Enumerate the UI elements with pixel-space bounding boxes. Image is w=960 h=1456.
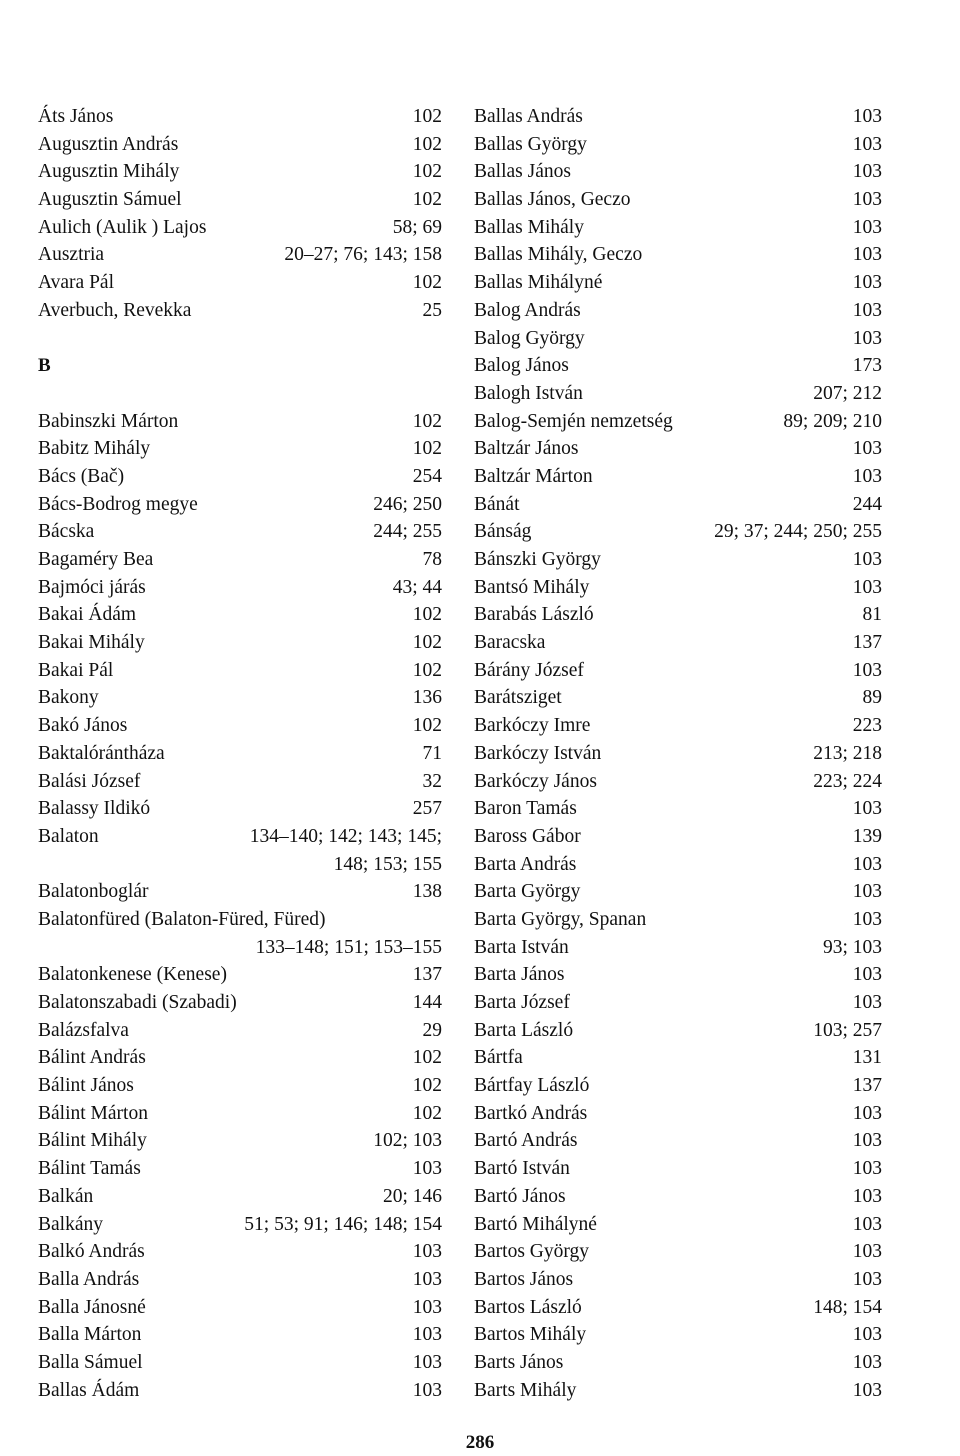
entry-pages: 136 — [412, 687, 442, 709]
entry-pages: 254 — [412, 465, 442, 487]
entry-pages: 20; 146 — [382, 1185, 442, 1207]
entry-name: Baltzár János — [474, 438, 579, 460]
entry-name: Ballas János, Geczo — [474, 189, 631, 211]
index-entry — [474, 1183, 882, 1211]
entry-name: Balatonboglár — [38, 881, 149, 903]
index-entry — [474, 352, 882, 380]
entry-name: Barta József — [474, 992, 570, 1013]
entry-pages: 102 — [412, 133, 442, 155]
index-entry — [38, 823, 442, 851]
entry-pages: 103 — [852, 189, 882, 211]
entry-pages: 103 — [852, 465, 882, 487]
index-entry — [38, 297, 442, 325]
entry-pages: 29 — [422, 1019, 442, 1041]
entry-name: Balogh István — [474, 382, 583, 404]
entry-pages: 257 — [412, 798, 442, 820]
entry-name: Barátsziget — [474, 687, 562, 709]
entry-name: Barta János — [474, 964, 565, 986]
entry-name: Bakony — [38, 687, 99, 709]
entry-name: Bagaméry Bea — [38, 549, 154, 570]
index-entry — [38, 1072, 442, 1100]
index-entry — [474, 214, 882, 242]
entry-pages: 102 — [412, 438, 442, 460]
entry-name: Augusztin András — [38, 133, 179, 155]
entry-name: Balla Márton — [38, 1324, 142, 1346]
entry-pages: 102 — [412, 272, 442, 294]
entry-name: Áts János — [38, 106, 114, 127]
index-entry — [38, 934, 442, 962]
index-entry — [474, 1238, 882, 1266]
entry-pages: 103 — [852, 1102, 882, 1124]
index-entry — [474, 1211, 882, 1239]
index-entry — [474, 435, 882, 463]
index-entry — [38, 1100, 442, 1128]
entry-pages: 103 — [852, 798, 882, 820]
entry-pages: 103 — [412, 1379, 442, 1401]
index-entry — [474, 740, 882, 768]
entry-pages: 93; 103 — [822, 936, 882, 958]
entry-name: Baltzár Márton — [474, 465, 593, 487]
entry-name: Balázsfalva — [38, 1019, 129, 1041]
entry-pages: 103 — [852, 1379, 882, 1401]
entry-name: Augusztin Sámuel — [38, 189, 182, 211]
index-entry — [38, 158, 442, 186]
entry-pages: 103 — [852, 1324, 882, 1346]
entry-name: Avara Pál — [38, 272, 114, 294]
index-entry — [38, 878, 442, 906]
entry-name: Ballas János — [474, 161, 571, 183]
index-column-left — [38, 103, 442, 1404]
entry-name: Bálint Mihály — [38, 1130, 147, 1152]
entry-pages: 103 — [852, 964, 882, 986]
index-entry — [474, 103, 882, 131]
entry-pages: 20–27; 76; 143; 158 — [284, 244, 442, 266]
entry-name: Bartos László — [474, 1296, 582, 1318]
entry-pages: 102 — [412, 1047, 442, 1069]
index-entry — [38, 186, 442, 214]
index-entry — [474, 546, 882, 574]
entry-name: Bakai Pál — [38, 659, 114, 681]
index-entry — [38, 1155, 442, 1183]
entry-name: Bakai Mihály — [38, 632, 145, 654]
entry-pages: 144 — [412, 992, 442, 1013]
entry-name: Bakó János — [38, 715, 128, 737]
entry-name: Bartos János — [474, 1268, 574, 1290]
index-entry — [38, 518, 442, 546]
entry-pages: 103 — [412, 1268, 442, 1290]
index-entry — [38, 325, 442, 353]
index-entry — [38, 740, 442, 768]
index-entry — [474, 1100, 882, 1128]
entry-name: Barts János — [474, 1351, 564, 1373]
entry-name: Bantsó Mihály — [474, 576, 590, 598]
index-entry — [38, 629, 442, 657]
entry-name: Ballas András — [474, 106, 583, 127]
entry-pages: 102 — [412, 1102, 442, 1124]
index-entry — [38, 768, 442, 796]
entry-name: Bajmóci járás — [38, 576, 146, 598]
entry-pages: 103 — [852, 1185, 882, 1207]
index-entry — [474, 906, 882, 934]
entry-pages: 173 — [852, 355, 882, 377]
entry-pages: 78 — [422, 549, 442, 570]
entry-name: Bács (Bač) — [38, 465, 125, 487]
entry-pages: 103 — [852, 659, 882, 681]
entry-pages: 102 — [412, 659, 442, 681]
index-entry — [38, 1238, 442, 1266]
entry-name: Balog András — [474, 299, 581, 321]
index-entry — [474, 795, 882, 823]
index-entry — [38, 684, 442, 712]
entry-pages: 103 — [412, 1241, 442, 1263]
entry-pages: 103 — [852, 992, 882, 1013]
index-entry — [474, 823, 882, 851]
entry-name: Balla Jánosné — [38, 1296, 146, 1318]
index-entry — [474, 1321, 882, 1349]
entry-pages: 103 — [412, 1324, 442, 1346]
entry-pages: 89; 209; 210 — [783, 410, 882, 432]
entry-pages: 207; 212 — [813, 382, 882, 404]
entry-name: Bács-Bodrog megye — [38, 493, 198, 515]
entry-name: Bartkó András — [474, 1102, 588, 1124]
index-entry — [474, 297, 882, 325]
entry-pages: 134–140; 142; 143; 145; — [249, 825, 442, 847]
index-column-right — [474, 103, 882, 1404]
entry-name: Barkóczy István — [474, 742, 602, 764]
index-entry — [474, 878, 882, 906]
index-entry — [38, 1321, 442, 1349]
index-entry — [38, 712, 442, 740]
entry-pages: 131 — [852, 1047, 882, 1069]
entry-name: Balkán — [38, 1185, 94, 1207]
entry-pages: 103 — [852, 272, 882, 294]
entry-name: Bárány József — [474, 659, 584, 681]
entry-name: Bánszki György — [474, 549, 601, 570]
index-entry — [474, 934, 882, 962]
index-entry — [38, 131, 442, 159]
entry-name: Augusztin Mihály — [38, 161, 180, 183]
index-entry — [474, 1017, 882, 1045]
entry-name: Bálint Tamás — [38, 1158, 141, 1180]
index-entry — [38, 989, 442, 1017]
entry-pages: 103 — [852, 1158, 882, 1180]
index-entry — [38, 1017, 442, 1045]
entry-name: Ballas Mihályné — [474, 272, 603, 294]
entry-name: Balatonkenese (Kenese) — [38, 964, 227, 986]
index-entry — [474, 1294, 882, 1322]
entry-pages: 102 — [412, 410, 442, 432]
entry-pages: 103 — [852, 106, 882, 127]
index-entry — [474, 325, 882, 353]
entry-pages: 133–148; 151; 153–155 — [255, 936, 442, 958]
index-entry — [38, 103, 442, 131]
index-entry — [38, 601, 442, 629]
entry-pages: 137 — [852, 632, 882, 654]
index-entry — [474, 463, 882, 491]
entry-pages: 137 — [412, 964, 442, 986]
entry-pages: 32 — [422, 770, 442, 792]
entry-name: Barabás László — [474, 604, 594, 626]
entry-pages: 103; 257 — [813, 1019, 882, 1041]
entry-pages: 102 — [412, 1075, 442, 1097]
entry-pages: 43; 44 — [392, 576, 442, 598]
section-heading — [38, 352, 442, 380]
entry-pages: 138 — [412, 881, 442, 903]
entry-pages: 103 — [412, 1296, 442, 1318]
entry-name: Bálint Márton — [38, 1102, 148, 1124]
entry-pages: 213; 218 — [813, 742, 882, 764]
entry-pages: 103 — [852, 1241, 882, 1263]
entry-pages: 103 — [852, 438, 882, 460]
entry-pages: 102 — [412, 106, 442, 127]
index-entry — [474, 186, 882, 214]
entry-name: Bánság — [474, 521, 532, 543]
entry-name: Balaton — [38, 825, 99, 847]
entry-pages: 103 — [852, 244, 882, 266]
index-entry — [474, 269, 882, 297]
entry-pages: 137 — [852, 1075, 882, 1097]
index-entry — [474, 1155, 882, 1183]
entry-name: Balatonfüred (Balaton-Füred, Füred) — [38, 908, 326, 930]
entry-pages: 25 — [422, 299, 442, 321]
entry-name: Barta András — [474, 853, 577, 875]
index-entry — [474, 657, 882, 685]
entry-name: Baracska — [474, 632, 546, 654]
entry-name: Bakai Ádám — [38, 604, 137, 626]
index-entry — [38, 435, 442, 463]
index-entry — [474, 408, 882, 436]
entry-pages: 223; 224 — [813, 770, 882, 792]
entry-name: Barta György, Spanan — [474, 908, 647, 930]
index-entry — [474, 684, 882, 712]
entry-name: Barkóczy János — [474, 770, 597, 792]
entry-pages: 102 — [412, 189, 442, 211]
entry-pages: 103 — [852, 881, 882, 903]
entry-name: Bartos György — [474, 1241, 590, 1263]
entry-pages: 89 — [862, 687, 882, 709]
index-entry — [38, 1211, 442, 1239]
index-entry — [474, 574, 882, 602]
entry-name: Balog György — [474, 327, 585, 349]
index-entry — [474, 851, 882, 879]
index-entry — [38, 408, 442, 436]
index-entry — [474, 1072, 882, 1100]
entry-name: Ballas Ádám — [38, 1379, 140, 1401]
entry-pages: 244 — [852, 493, 882, 515]
index-entry — [474, 1349, 882, 1377]
index-entry — [474, 491, 882, 519]
entry-pages: 148; 154 — [813, 1296, 882, 1318]
entry-name: Balási József — [38, 770, 141, 792]
entry-pages: 103 — [852, 908, 882, 930]
index-entry — [38, 491, 442, 519]
entry-pages: 103 — [852, 549, 882, 570]
index-entry — [38, 795, 442, 823]
index-entry — [38, 1127, 442, 1155]
entry-pages: 244; 255 — [373, 521, 442, 543]
index-entry — [474, 1044, 882, 1072]
index-entry — [38, 1266, 442, 1294]
entry-pages: 103 — [852, 299, 882, 321]
entry-name: Ballas Mihály — [474, 216, 584, 238]
entry-name: Balla Sámuel — [38, 1351, 143, 1373]
index-entry — [474, 768, 882, 796]
index-entry — [38, 1183, 442, 1211]
entry-pages: 148; 153; 155 — [333, 853, 442, 875]
index-entry — [38, 1377, 442, 1405]
entry-pages: 29; 37; 244; 250; 255 — [714, 521, 882, 543]
entry-pages: 51; 53; 91; 146; 148; 154 — [244, 1213, 442, 1235]
entry-pages: 103 — [852, 1130, 882, 1152]
index-entry — [38, 463, 442, 491]
entry-name: Barta László — [474, 1019, 574, 1041]
entry-pages: 103 — [852, 1268, 882, 1290]
entry-pages: 103 — [412, 1351, 442, 1373]
entry-name: Bálint János — [38, 1075, 134, 1097]
entry-pages: 103 — [852, 853, 882, 875]
entry-name: Bartó János — [474, 1185, 566, 1207]
entry-pages: 103 — [852, 216, 882, 238]
entry-name: Bánát — [474, 493, 520, 515]
entry-pages: 102 — [412, 161, 442, 183]
page-number: 286 — [465, 1432, 495, 1453]
entry-pages: 246; 250 — [373, 493, 442, 515]
entry-name: Balatonszabadi (Szabadi) — [38, 992, 237, 1013]
index-entry — [38, 241, 442, 269]
entry-name: Bálint András — [38, 1047, 146, 1069]
index-entry — [474, 380, 882, 408]
index-entry — [38, 380, 442, 408]
entry-name: Babinszki Márton — [38, 410, 179, 432]
entry-pages: 103 — [852, 161, 882, 183]
index-entry — [38, 214, 442, 242]
entry-name: Baktalórántháza — [38, 742, 165, 764]
entry-name: Bartó István — [474, 1158, 570, 1180]
entry-name: Barkóczy Imre — [474, 715, 591, 737]
index-entry — [38, 574, 442, 602]
entry-name: Bártfay László — [474, 1075, 590, 1097]
entry-pages: 139 — [852, 825, 882, 847]
entry-name: Averbuch, Revekka — [38, 299, 192, 321]
entry-pages: 71 — [422, 742, 442, 764]
index-entry — [38, 851, 442, 879]
entry-name: Balla András — [38, 1268, 140, 1290]
index-entry — [474, 989, 882, 1017]
entry-pages: 102 — [412, 715, 442, 737]
entry-name: Baross Gábor — [474, 825, 581, 847]
entry-name: Ausztria — [38, 244, 105, 266]
entry-pages: 103 — [412, 1158, 442, 1180]
index-entry — [474, 1127, 882, 1155]
index-entry — [38, 961, 442, 989]
entry-pages: 58; 69 — [392, 216, 442, 238]
entry-name: Bártfa — [474, 1047, 523, 1069]
index-entry — [474, 131, 882, 159]
entry-name: Bartó Mihályné — [474, 1213, 597, 1235]
entry-name: Babitz Mihály — [38, 438, 151, 460]
entry-pages: 102; 103 — [373, 1130, 442, 1152]
entry-pages: 223 — [852, 715, 882, 737]
index-entry — [474, 1266, 882, 1294]
entry-name: Balog János — [474, 355, 569, 377]
entry-pages: 81 — [862, 604, 882, 626]
entry-name: Bácska — [38, 521, 95, 543]
entry-name: Bartó András — [474, 1130, 578, 1152]
entry-pages: 103 — [852, 576, 882, 598]
index-entry — [38, 546, 442, 574]
entry-pages: 103 — [852, 1213, 882, 1235]
index-entry — [38, 657, 442, 685]
entry-name: B — [38, 355, 51, 377]
entry-name: Balkó András — [38, 1241, 145, 1263]
entry-name: Barta György — [474, 881, 581, 903]
entry-pages: 103 — [852, 133, 882, 155]
index-entry — [474, 241, 882, 269]
index-entry — [474, 961, 882, 989]
entry-pages: 103 — [852, 327, 882, 349]
index-entry — [38, 1294, 442, 1322]
entry-name: Balkány — [38, 1213, 103, 1235]
index-entry — [474, 518, 882, 546]
entry-pages: 102 — [412, 604, 442, 626]
index-entry — [474, 712, 882, 740]
entry-name: Aulich (Aulik ) Lajos — [38, 216, 207, 238]
entry-pages: 102 — [412, 632, 442, 654]
index-entry — [474, 601, 882, 629]
entry-name: Balog-Semjén nemzetség — [474, 410, 673, 432]
index-entry — [38, 269, 442, 297]
entry-pages: 103 — [852, 1351, 882, 1373]
entry-name: Baron Tamás — [474, 798, 577, 820]
index-entry — [38, 906, 442, 934]
index-entry — [38, 1044, 442, 1072]
entry-name: Ballas Mihály, Geczo — [474, 244, 643, 266]
entry-name: Bartos Mihály — [474, 1324, 587, 1346]
index-entry — [474, 629, 882, 657]
index-entry — [474, 1377, 882, 1405]
entry-name: Ballas György — [474, 133, 587, 155]
entry-name: Balassy Ildikó — [38, 798, 151, 820]
entry-name: Barts Mihály — [474, 1379, 577, 1401]
entry-name: Barta István — [474, 936, 569, 958]
index-entry — [38, 1349, 442, 1377]
index-entry — [474, 158, 882, 186]
